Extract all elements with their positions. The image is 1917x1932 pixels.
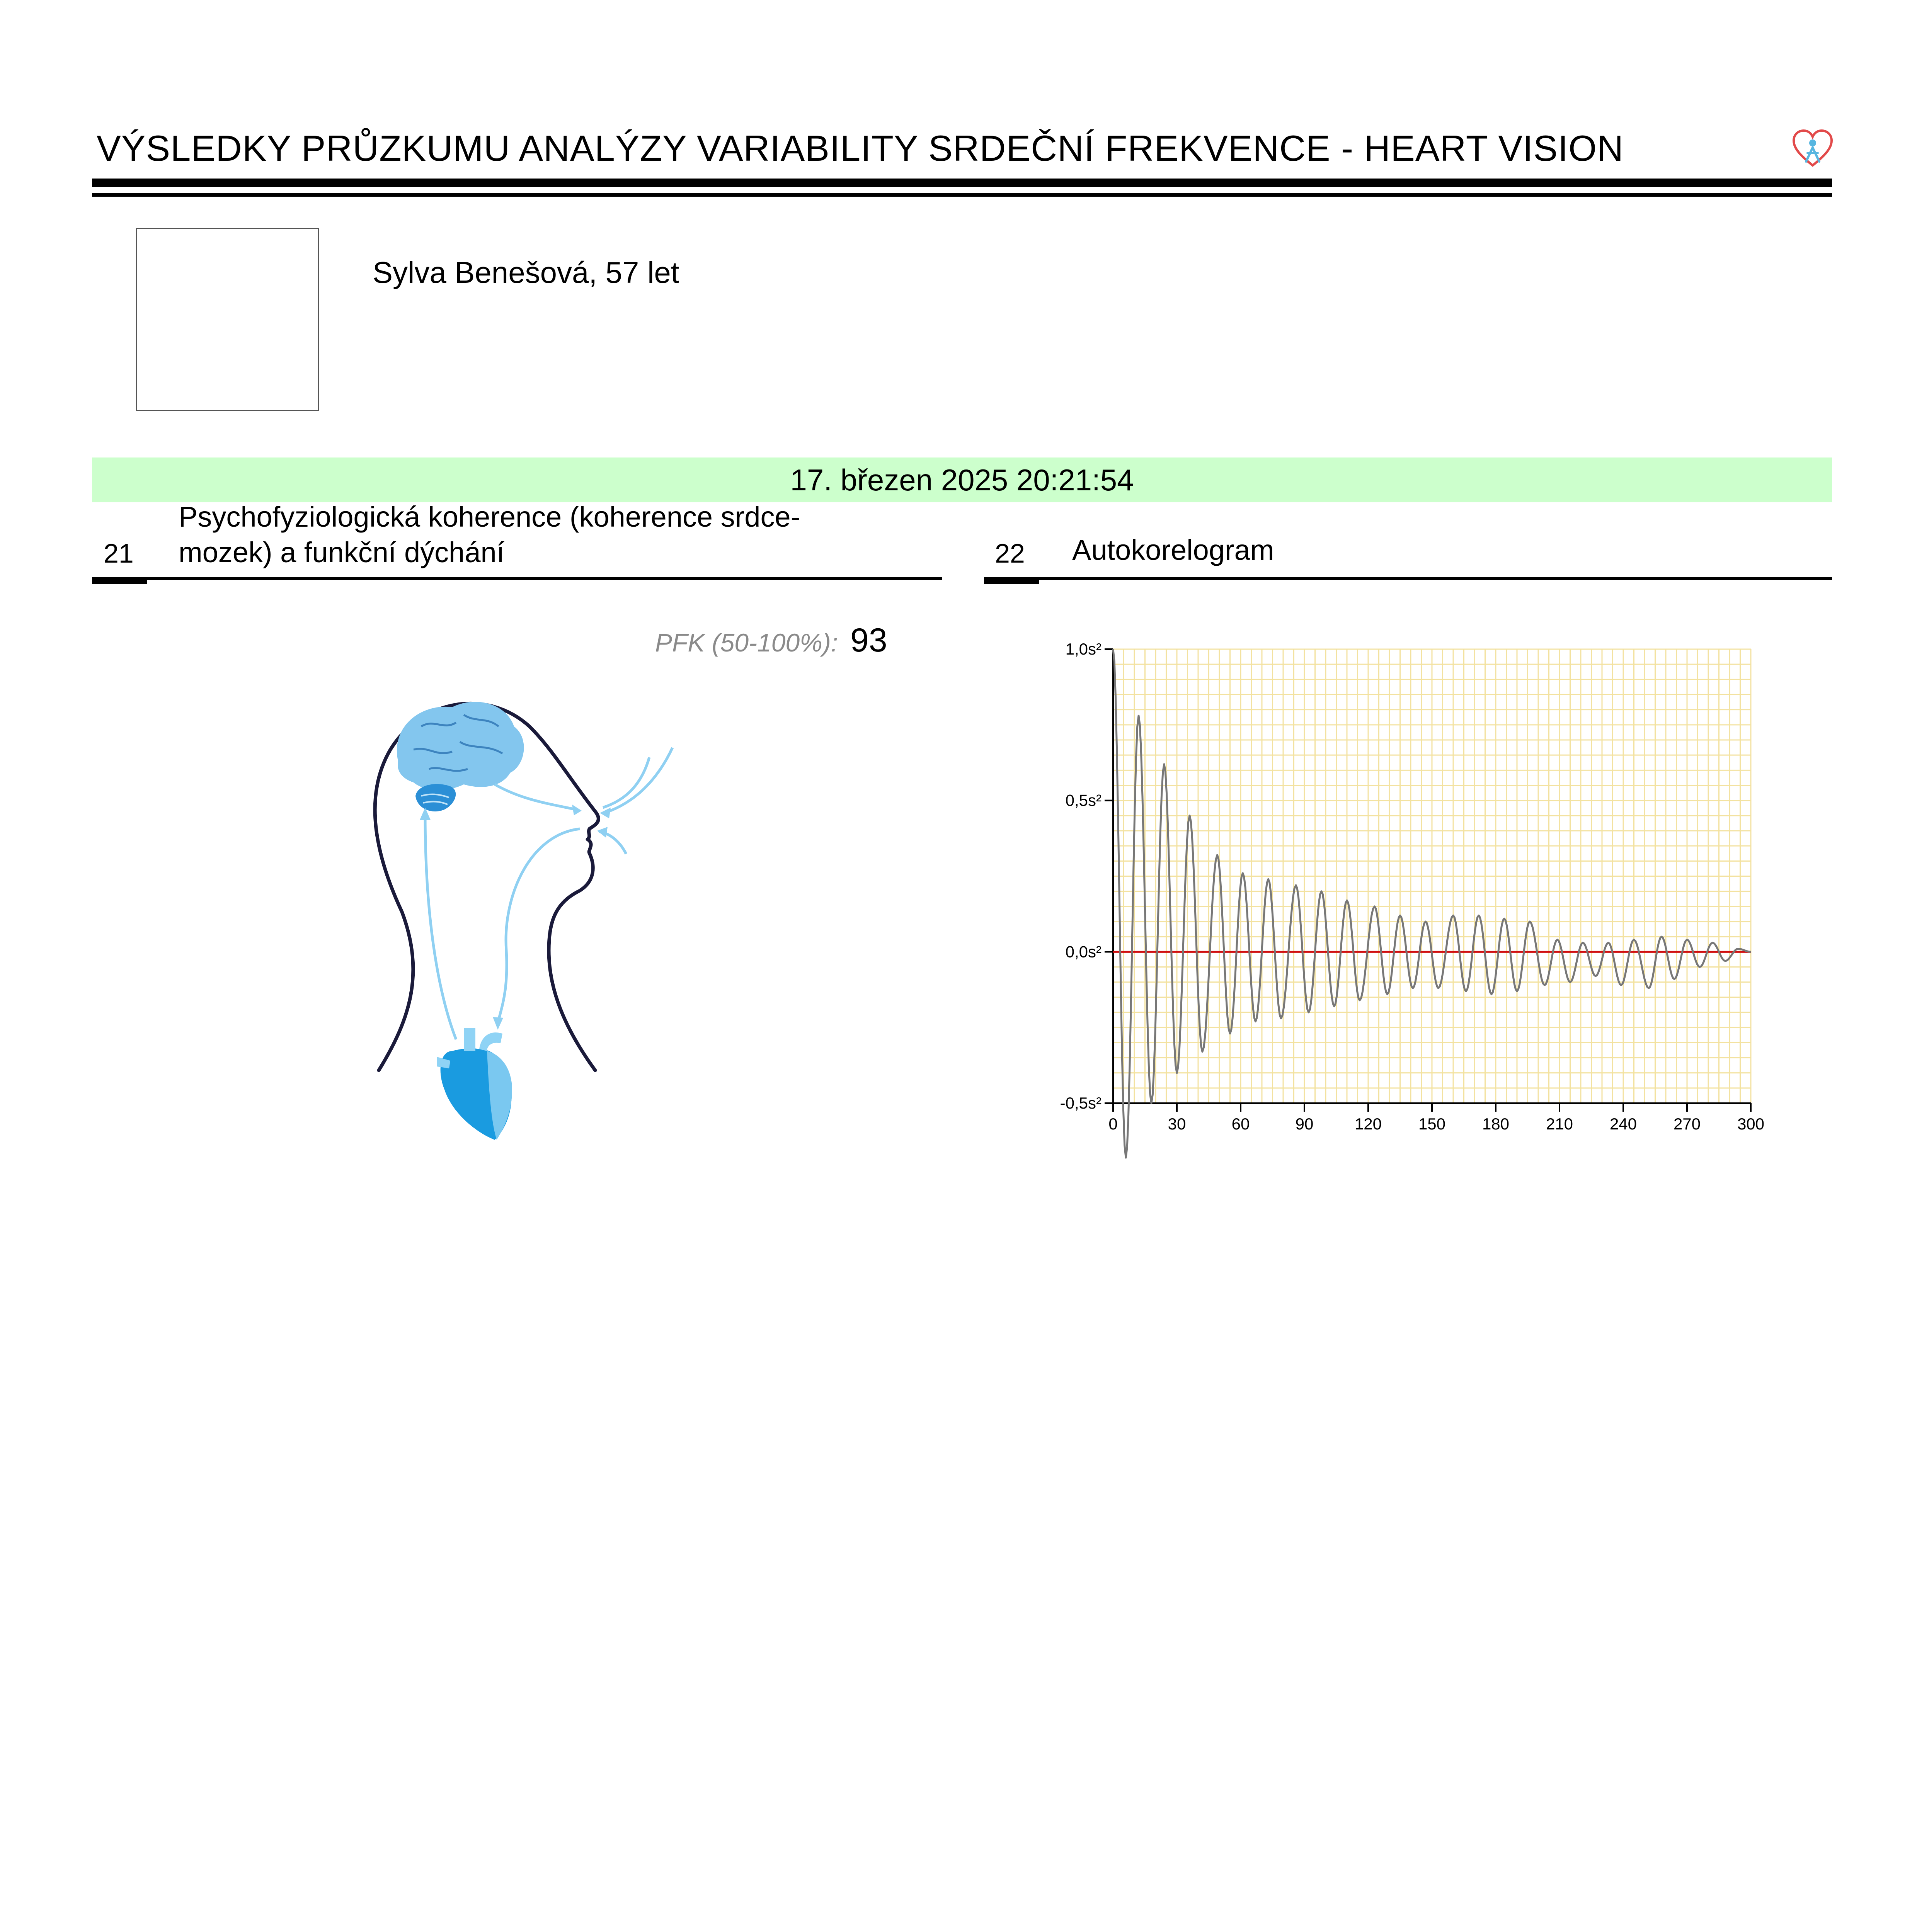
section-21-number: 21 xyxy=(104,538,134,568)
x-tick-label: 180 xyxy=(1482,1115,1510,1133)
y-tick-label: 0,5s² xyxy=(1065,791,1102,810)
section-21-title-line2: mozek) a funkční dýchání xyxy=(179,536,505,568)
heart-logo-icon xyxy=(1791,128,1834,170)
heart-icon xyxy=(437,1028,512,1140)
report-title: VÝSLEDKY PRŮZKUMU ANALÝZY VARIABILITY SRDEČNÍ FREKVENCE - HEART VISION xyxy=(97,128,1624,168)
y-tick-label: -0,5s² xyxy=(1060,1094,1102,1112)
session-date-bar xyxy=(92,457,1832,502)
header-rule-thick xyxy=(92,179,1832,187)
x-tick-label: 60 xyxy=(1231,1115,1250,1133)
x-tick-label: 240 xyxy=(1609,1115,1637,1133)
section-22-tab xyxy=(984,577,1039,584)
y-tick-label: 0,0s² xyxy=(1065,942,1102,961)
session-date: 17. březen 2025 20:21:54 xyxy=(790,463,1134,497)
pfk-label: PFK (50-100%): xyxy=(655,628,838,657)
section-21-title-line1: Psychofyziologická koherence (koherence srdce- xyxy=(179,501,800,533)
section-22-number: 22 xyxy=(995,538,1025,568)
y-tick-label: 1,0s² xyxy=(1065,640,1102,658)
section-21-rule xyxy=(92,577,942,580)
x-tick-label: 210 xyxy=(1546,1115,1573,1133)
head-brain-heart-breathing-icon xyxy=(348,680,703,1155)
brain-icon xyxy=(397,702,524,811)
patient-name-age: Sylva Benešová, 57 let xyxy=(373,255,679,289)
pfk-value: 93 xyxy=(850,622,887,659)
header-rule-thin xyxy=(92,193,1832,197)
section-21-title xyxy=(179,499,800,570)
x-tick-label: 90 xyxy=(1295,1115,1314,1133)
section-21-tab xyxy=(92,577,147,584)
x-tick-label: 300 xyxy=(1737,1115,1765,1133)
x-tick-label: 0 xyxy=(1108,1115,1118,1133)
section-22-rule xyxy=(984,577,1832,580)
autocorrelogram-chart xyxy=(1044,634,1793,1175)
x-tick-label: 270 xyxy=(1673,1115,1701,1133)
x-tick-label: 120 xyxy=(1354,1115,1382,1133)
x-tick-label: 150 xyxy=(1418,1115,1446,1133)
patient-photo-placeholder xyxy=(136,228,319,411)
section-22-title: Autokorelogram xyxy=(1072,534,1274,566)
x-tick-label: 30 xyxy=(1168,1115,1186,1133)
